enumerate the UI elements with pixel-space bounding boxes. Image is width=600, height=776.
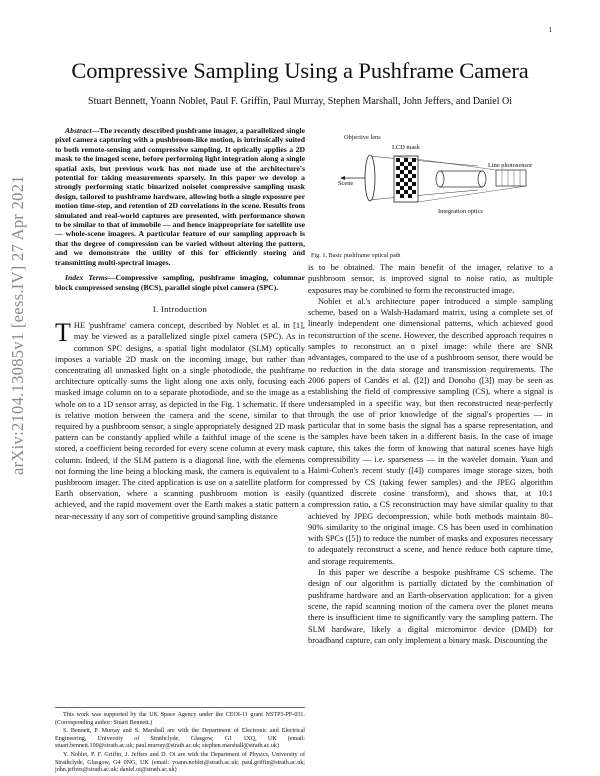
label-objective-lens: Objective lens xyxy=(344,134,381,141)
label-scene: Scene xyxy=(338,180,354,187)
author-list: Stuart Bennett, Yoann Noblet, Paul F. Griffin, Paul Murray, Stephen Marshall, John Jeffers, and Daniel Oi xyxy=(88,96,512,107)
right-column xyxy=(308,262,553,646)
footnotes xyxy=(55,707,305,776)
arxiv-stamp: arXiv:2104.13085v1 [eess.IV] 27 Apr 2021 xyxy=(8,175,27,475)
figure-pushframe-optical-path xyxy=(308,126,553,246)
index-terms-text: —Compressive sampling, pushframe imaging, columnar block compressed sensing (BCS), parallel single pixel camera (SPC). xyxy=(55,273,305,292)
footnote-funding: This work was supported by the UK Space Agency under the CEOI-11 grant NSTP3-PF-031. (Corresponding author: Stuart Bennett.) xyxy=(55,712,305,726)
abstract xyxy=(55,126,305,267)
footnote-affiliation-eee: S. Bennett, P. Murray and S. Marshall are with the Department of Electronic and Electrical Engineering, University of Strathclyde, Glasgow, G1 1XQ, UK (email: stuart.bennett.100@strath.ac.uk; paul.murray@strath.ac.uk; stephen.marshall@strath.ac.uk) xyxy=(55,728,305,750)
integration-optics-shape xyxy=(436,171,486,187)
figure-caption: Fig. 1. Basic pushframe optical path xyxy=(311,252,401,259)
left-column xyxy=(55,126,305,522)
page-number: 1 xyxy=(548,26,552,34)
paragraph-continued: is to be obtained. The main benefit of the imager, relative to a pushbroom sensor, is improved signal to noise ratio, as multiple exposures may be combined to form the reconstructed image. xyxy=(308,263,553,295)
objective-lens-shape xyxy=(365,155,375,201)
abstract-label: Abstract xyxy=(65,126,92,135)
section-heading-introduction: I. Introduction xyxy=(152,303,208,314)
lcd-mask-pattern xyxy=(394,156,418,202)
index-terms xyxy=(55,273,305,292)
abstract-text: —The recently described pushframe imager, a parallelized single pixel camera capturing with a pushbroom-like motion, is intrinsically suited to both remote-sensing and compressive sampling. It optically applies a 2D mask to the imaged scene, before performing light integration along a single spatial axis, but previous work has not made use of the architecture's potential for taking measurements sparsely. In this paper we develop a strongly performing static binarized noiselet compressive sampling mask design, tailored to pushframe hardware, allowing both a single exposure per motion time-step, and retention of 2D correlations in the scene. Results from simulated and real-world captures are presented, with performance shown to be similar to that of immobile — and hence inappropriate for satellite use — whole-scene imagers. A particular feature of our sampling approach is that the degree of compression can be varied without altering the pattern, and we demonstrate the utility of this for efficiently storing and transmitting multi-spectral images. xyxy=(55,126,305,267)
drop-cap: T xyxy=(55,318,71,348)
label-line-photosensor: Line photosensor xyxy=(488,162,533,169)
label-integration-optics: Integration optics xyxy=(438,208,483,215)
introduction-text: HE 'pushframe' camera concept, described by Noblet et al. in [1], may be viewed as a parallelized single pixel camera (SPC). As in common SPC designs, a spatial light modulator (SLM) optically imposes a variable 2D mask on the incoming image, but rather than concentrating all unmasked light on a single photodiode, the pushframe architecture optically sums the light along one axis only, focusing each masked image column on to a separate photodiode, and so the image as a whole on to a 1D sensor array, as depicted in the Fig. 1 schematic. If there is relative motion between the camera and the scene, similar to that required by a pushbroom sensor, a single appropriately designed 2D mask pattern can be constantly applied while a faithful image of the scene is stored, a coefficient being recorded for every scene column at every mask column. Indeed, if the SLM pattern is a diagonal line, with the elements not forming the line being a blocking mask, the camera is equivalent to a pushbroom imager. The cited application is use on a satellite platform for Earth observation, where a scanning pushbroom motion is easily achieved, and the rapid movement over the Earth makes a static pattern a near-necessity if any sort of competitive ground sampling distance xyxy=(55,321,305,521)
line-photosensor-shape xyxy=(496,170,526,186)
paragraph-compressive-sampling: Noblet et al.'s architecture paper introduced a simple sampling scheme, based on a Walsh-Hadamard matrix, using a complete set of linearly independent one dimensional patterns, which achieved good reconstruction of the scene. However, the described approach requires n samples to reconstruct an n pixel image: while there are SNR advantages, compared to the use of a pushbroom sensor, there would be no reduction in the data storage and transmission requirements. The 2006 papers of Candès et al. ([2]) and Donoho ([3]) may be seen as establishing the field of compressive sampling (CS), where a signal is undersampled in a specific way, but then reconstructed near-perfectly through the use of prior knowledge of the signal's properties — in particular that in some basis the signal has a sparse representation, and the samples have been taken in a different basis. In the case of image capture, this takes the form of knowing that natural scenes have high compressibility — i.e. sparseness — in the wavelet domain. Yuan and Haimi-Cohen's recent study ([4]) compares image storage sizes, both compressed by CS (taking fewer samples) and the JPEG algorithm (quantized discrete cosine transform), and shows that, at 10:1 compression ratio, a CS reconstruction may have similar quality to that achieved by JPEG decompression, while both methods maintain 80–90% similarity to the original image. CS has been used in combination with SPCs ([5]) to reduce the number of masks and exposures necessary to adequately reconstruct a scene, and hence reduce both capture time, and storage requirements. xyxy=(308,296,553,566)
index-terms-label: Index Terms xyxy=(65,273,108,283)
paragraph-bespoke-scheme: In this paper we describe a bespoke pushframe CS scheme. The design of our algorithm is partially dictated by the combination of pushframe hardware and an Earth-observation application: for a given scene, the rapid scanning motion of the camera over the planet means there is insufficient time to significantly vary the sampling pattern. The SLM hardware, likely a digital micromirror device (DMD) for broadband capture, can only implement a binary mask. Discounting the xyxy=(308,568,553,645)
paper-title: Compressive Sampling Using a Pushframe Camera xyxy=(71,58,529,83)
light-cone-top xyxy=(368,156,478,166)
light-cone-bottom xyxy=(368,190,478,200)
introduction-paragraph xyxy=(55,320,305,522)
footnote-affiliation-physics: Y. Noblet, P. F. Griffin, J. Jeffers and D. Oi are with the Department of Physics, University of Strathclyde, Glasgow, G4 0NG, UK (email: yoann.noblet@strath.ac.uk; paul.griffin@strath.ac.uk; john.jeffers@strath.ac.uk; daniel.oi@strath.ac.uk) xyxy=(55,751,305,774)
label-lcd-mask: LCD mask xyxy=(392,144,420,151)
